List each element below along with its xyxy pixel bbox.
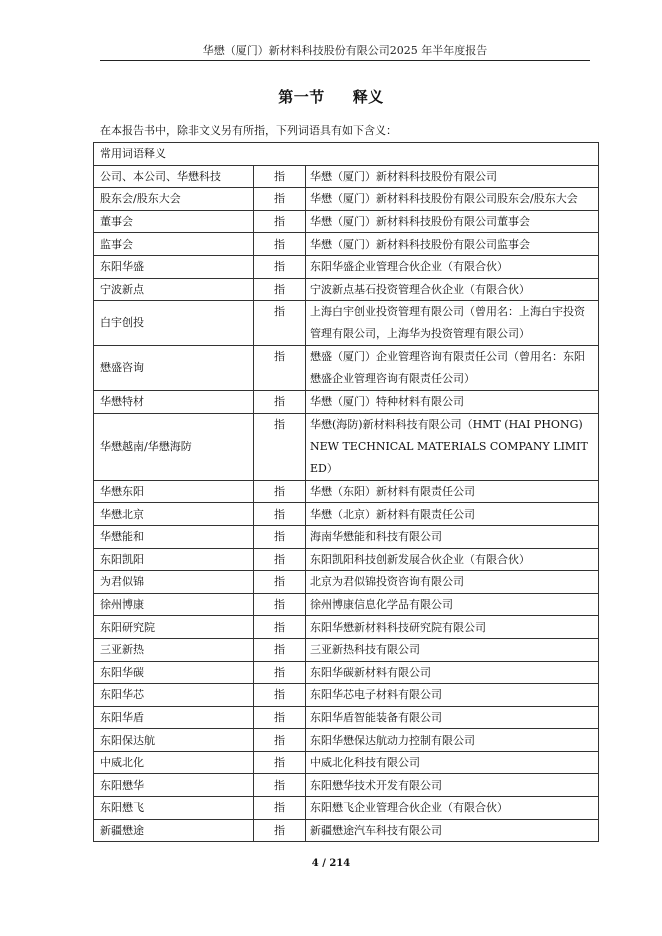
table-row <box>94 525 599 548</box>
refers-cell: 指 <box>254 616 306 639</box>
refers-cell: 指 <box>254 797 306 820</box>
term-cell: 东阳研究院 <box>94 616 254 639</box>
refers-cell: 指 <box>254 391 306 414</box>
term-cell: 董事会 <box>94 210 254 233</box>
refers-cell: 指 <box>254 751 306 774</box>
table-row <box>94 301 599 346</box>
refers-cell: 指 <box>254 819 306 842</box>
table-row <box>94 503 599 526</box>
meaning-cell: 华懋（厦门）特种材料有限公司 <box>306 391 599 414</box>
refers-cell: 指 <box>254 503 306 526</box>
meaning-cell: 东阳华芯电子材料有限公司 <box>306 684 599 707</box>
meaning-cell: 东阳懋飞企业管理合伙企业（有限合伙） <box>306 797 599 820</box>
meaning-cell: 东阳华懋新材料科技研究院有限公司 <box>306 616 599 639</box>
term-cell: 东阳华盾 <box>94 706 254 729</box>
term-cell: 公司、本公司、华懋科技 <box>94 165 254 188</box>
meaning-cell: 北京为君似锦投资咨询有限公司 <box>306 571 599 594</box>
refers-cell: 指 <box>254 255 306 278</box>
term-cell: 华懋北京 <box>94 503 254 526</box>
term-cell: 新疆懋途 <box>94 819 254 842</box>
table-row <box>94 548 599 571</box>
table-row <box>94 391 599 414</box>
section-title <box>0 86 662 107</box>
meaning-cell: 三亚新热科技有限公司 <box>306 638 599 661</box>
term-cell: 华懋特材 <box>94 391 254 414</box>
table-row <box>94 593 599 616</box>
table-row <box>94 729 599 752</box>
meaning-cell: 华懋（北京）新材料有限责任公司 <box>306 503 599 526</box>
term-cell: 东阳保达航 <box>94 729 254 752</box>
meaning-cell: 上海白宇创业投资管理有限公司（曾用名：上海白宇投资管理有限公司，上海华为投资管理有限公司） <box>306 301 599 346</box>
refers-cell: 指 <box>254 638 306 661</box>
table-row <box>94 706 599 729</box>
meaning-cell: 华懋（东阳）新材料有限责任公司 <box>306 480 599 503</box>
meaning-cell: 东阳华盛企业管理合伙企业（有限合伙） <box>306 255 599 278</box>
term-cell: 三亚新热 <box>94 638 254 661</box>
table-row <box>94 278 599 301</box>
meaning-cell: 东阳华碳新材料有限公司 <box>306 661 599 684</box>
page-number: 4 / 214 <box>311 858 351 869</box>
meaning-cell: 宁波新点基石投资管理合伙企业（有限合伙） <box>306 278 599 301</box>
table-group-header-row <box>94 143 599 166</box>
meaning-cell: 东阳华懋保达航动力控制有限公司 <box>306 729 599 752</box>
meaning-cell: 东阳凯阳科技创新发展合伙企业（有限合伙） <box>306 548 599 571</box>
term-cell: 东阳华碳 <box>94 661 254 684</box>
refers-cell: 指 <box>254 210 306 233</box>
meaning-cell: 徐州博康信息化学品有限公司 <box>306 593 599 616</box>
refers-cell: 指 <box>254 233 306 256</box>
table-row <box>94 255 599 278</box>
term-cell: 白宇创投 <box>94 301 254 346</box>
term-cell: 华懋能和 <box>94 525 254 548</box>
refers-cell: 指 <box>254 571 306 594</box>
term-cell: 东阳懋华 <box>94 774 254 797</box>
table-row <box>94 346 599 391</box>
term-cell: 东阳华盛 <box>94 255 254 278</box>
refers-cell: 指 <box>254 548 306 571</box>
refers-cell: 指 <box>254 301 306 346</box>
refers-cell: 指 <box>254 684 306 707</box>
page-header: 华懋（厦门）新材料科技股份有限公司2025 年半年度报告 <box>202 44 488 57</box>
meaning-cell: 海南华懋能和科技有限公司 <box>306 525 599 548</box>
refers-cell: 指 <box>254 661 306 684</box>
term-cell: 懋盛咨询 <box>94 346 254 391</box>
term-cell: 华懋越南/华懋海防 <box>94 413 254 480</box>
table-row <box>94 571 599 594</box>
term-cell: 中威北化 <box>94 751 254 774</box>
header-divider <box>100 60 590 61</box>
section-number: 第一节 <box>278 88 325 106</box>
table-row <box>94 616 599 639</box>
table-row <box>94 413 599 480</box>
table-row <box>94 480 599 503</box>
refers-cell: 指 <box>254 525 306 548</box>
term-cell: 宁波新点 <box>94 278 254 301</box>
table-row <box>94 751 599 774</box>
meaning-cell: 华懋(海防)新材料科技有限公司（HMT (HAI PHONG) NEW TECHNICAL MATERIALS COMPANY LIMITED） <box>306 413 599 480</box>
intro-paragraph: 在本报告书中，除非文义另有所指，下列词语具有如下含义： <box>100 124 397 137</box>
term-cell: 徐州博康 <box>94 593 254 616</box>
refers-cell: 指 <box>254 278 306 301</box>
refers-cell: 指 <box>254 593 306 616</box>
section-name: 释义 <box>352 88 384 106</box>
table-group-label: 常用词语释义 <box>94 143 599 166</box>
meaning-cell: 华懋（厦门）新材料科技股份有限公司董事会 <box>306 210 599 233</box>
definitions-table <box>93 142 599 842</box>
meaning-cell: 华懋（厦门）新材料科技股份有限公司股东会/股东大会 <box>306 188 599 211</box>
meaning-cell: 华懋（厦门）新材料科技股份有限公司监事会 <box>306 233 599 256</box>
refers-cell: 指 <box>254 729 306 752</box>
refers-cell: 指 <box>254 774 306 797</box>
table-row <box>94 661 599 684</box>
table-row <box>94 797 599 820</box>
table-row <box>94 774 599 797</box>
term-cell: 股东会/股东大会 <box>94 188 254 211</box>
refers-cell: 指 <box>254 480 306 503</box>
table-row <box>94 819 599 842</box>
table-row <box>94 233 599 256</box>
meaning-cell: 新疆懋途汽车科技有限公司 <box>306 819 599 842</box>
table-row <box>94 188 599 211</box>
term-cell: 东阳懋飞 <box>94 797 254 820</box>
table-row <box>94 210 599 233</box>
refers-cell: 指 <box>254 413 306 480</box>
table-row <box>94 684 599 707</box>
refers-cell: 指 <box>254 346 306 391</box>
refers-cell: 指 <box>254 188 306 211</box>
term-cell: 华懋东阳 <box>94 480 254 503</box>
refers-cell: 指 <box>254 165 306 188</box>
refers-cell: 指 <box>254 706 306 729</box>
meaning-cell: 东阳懋华技术开发有限公司 <box>306 774 599 797</box>
term-cell: 为君似锦 <box>94 571 254 594</box>
table-row <box>94 638 599 661</box>
term-cell: 东阳凯阳 <box>94 548 254 571</box>
term-cell: 东阳华芯 <box>94 684 254 707</box>
term-cell: 监事会 <box>94 233 254 256</box>
meaning-cell: 东阳华盾智能装备有限公司 <box>306 706 599 729</box>
meaning-cell: 华懋（厦门）新材料科技股份有限公司 <box>306 165 599 188</box>
table-row <box>94 165 599 188</box>
meaning-cell: 懋盛（厦门）企业管理咨询有限责任公司（曾用名：东阳懋盛企业管理咨询有限责任公司） <box>306 346 599 391</box>
meaning-cell: 中威北化科技有限公司 <box>306 751 599 774</box>
